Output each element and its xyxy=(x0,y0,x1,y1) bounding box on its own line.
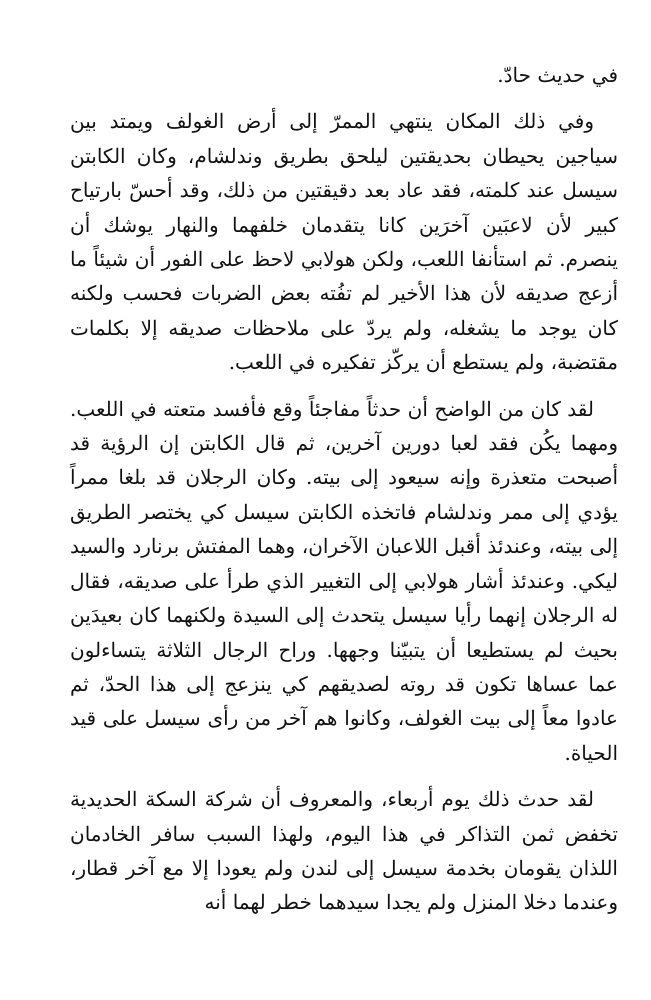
book-page xyxy=(70,58,618,988)
paragraph-4: لقد حدث ذلك يوم أربعاء، والمعروف أن شركة السكة الحديدية تخفض ثمن التذاكر في هذا اليوم، ولهذا السبب سافر الخادمان اللذان يقومان بخدمة سيسل إلى لندن ولم يعودا إلا مع آخر قطار، وعندما دخلا المنزل ولم يجدا سيدهما خطر لهما أنه xyxy=(70,787,618,915)
paragraph-1: في حديث حادّ. xyxy=(497,63,618,87)
paragraph-3: لقد كان من الواضح أن حدثاً مفاجئاً وقع فأفسد متعته في اللعب. ومهما يكُن فقد لعبا دورين آخرين، ثم قال الكابتن إن الرؤية قد أصبحت متعذرة وإنه سيعود إلى بيته. وكان الرجلان قد بلغا ممراً يؤدي إلى ممر وندلشام فاتخذه الكابتن سيسل كي يختصر الطريق إلى بيته، وعندئذ أقبل اللاعبان الآخران، وهما المفتش برنارد والسيد ليكي. وعندئذ أشار هولابي إلى التغيير الذي طرأ على صديقه، فقال له الرجلان إنهما رأيا سيسل يتحدث إلى السيدة ولكنهما كان بعيدَين بحيث لم يستطيعا أن يتبيّنا وجهها. وراح الرجال الثلاثة يتساءلون عما عساها تكون قد روته لصديقهم كي ينزعج إلى هذا الحدّ، ثم عادوا معاً إلى بيت الغولف، وكانوا هم آخر من رأى سيسل على قيد الحياة. xyxy=(70,396,618,765)
paragraph-2: وفي ذلك المكان ينتهي الممرّ إلى أرض الغولف ويمتد بين سياجين يحيطان بحديقتين ليلحق بطريق وندلشام، وكان الكابتن سيسل عند كلمته، فقد عاد بعد دقيقتين من ذلك، وقد أحسّ بارتياح كبير لأن لاعبَين آخرَين كانا يتقدمان خلفهما والنهار يوشك أن ينصرم. ثم استأنفا اللعب، ولكن هولابي لاحظ على الفور أن شيئاً ما أزعج صديقه لأن هذا الأخير لم تفُته بعض الضربات فحسب ولكنه كان يوجد ما يشغله، ولم يردّ على ملاحظات صديقه إلا بكلمات مقتضبة، ولم يستطع أن يركّز تفكيره في اللعب. xyxy=(70,109,618,375)
